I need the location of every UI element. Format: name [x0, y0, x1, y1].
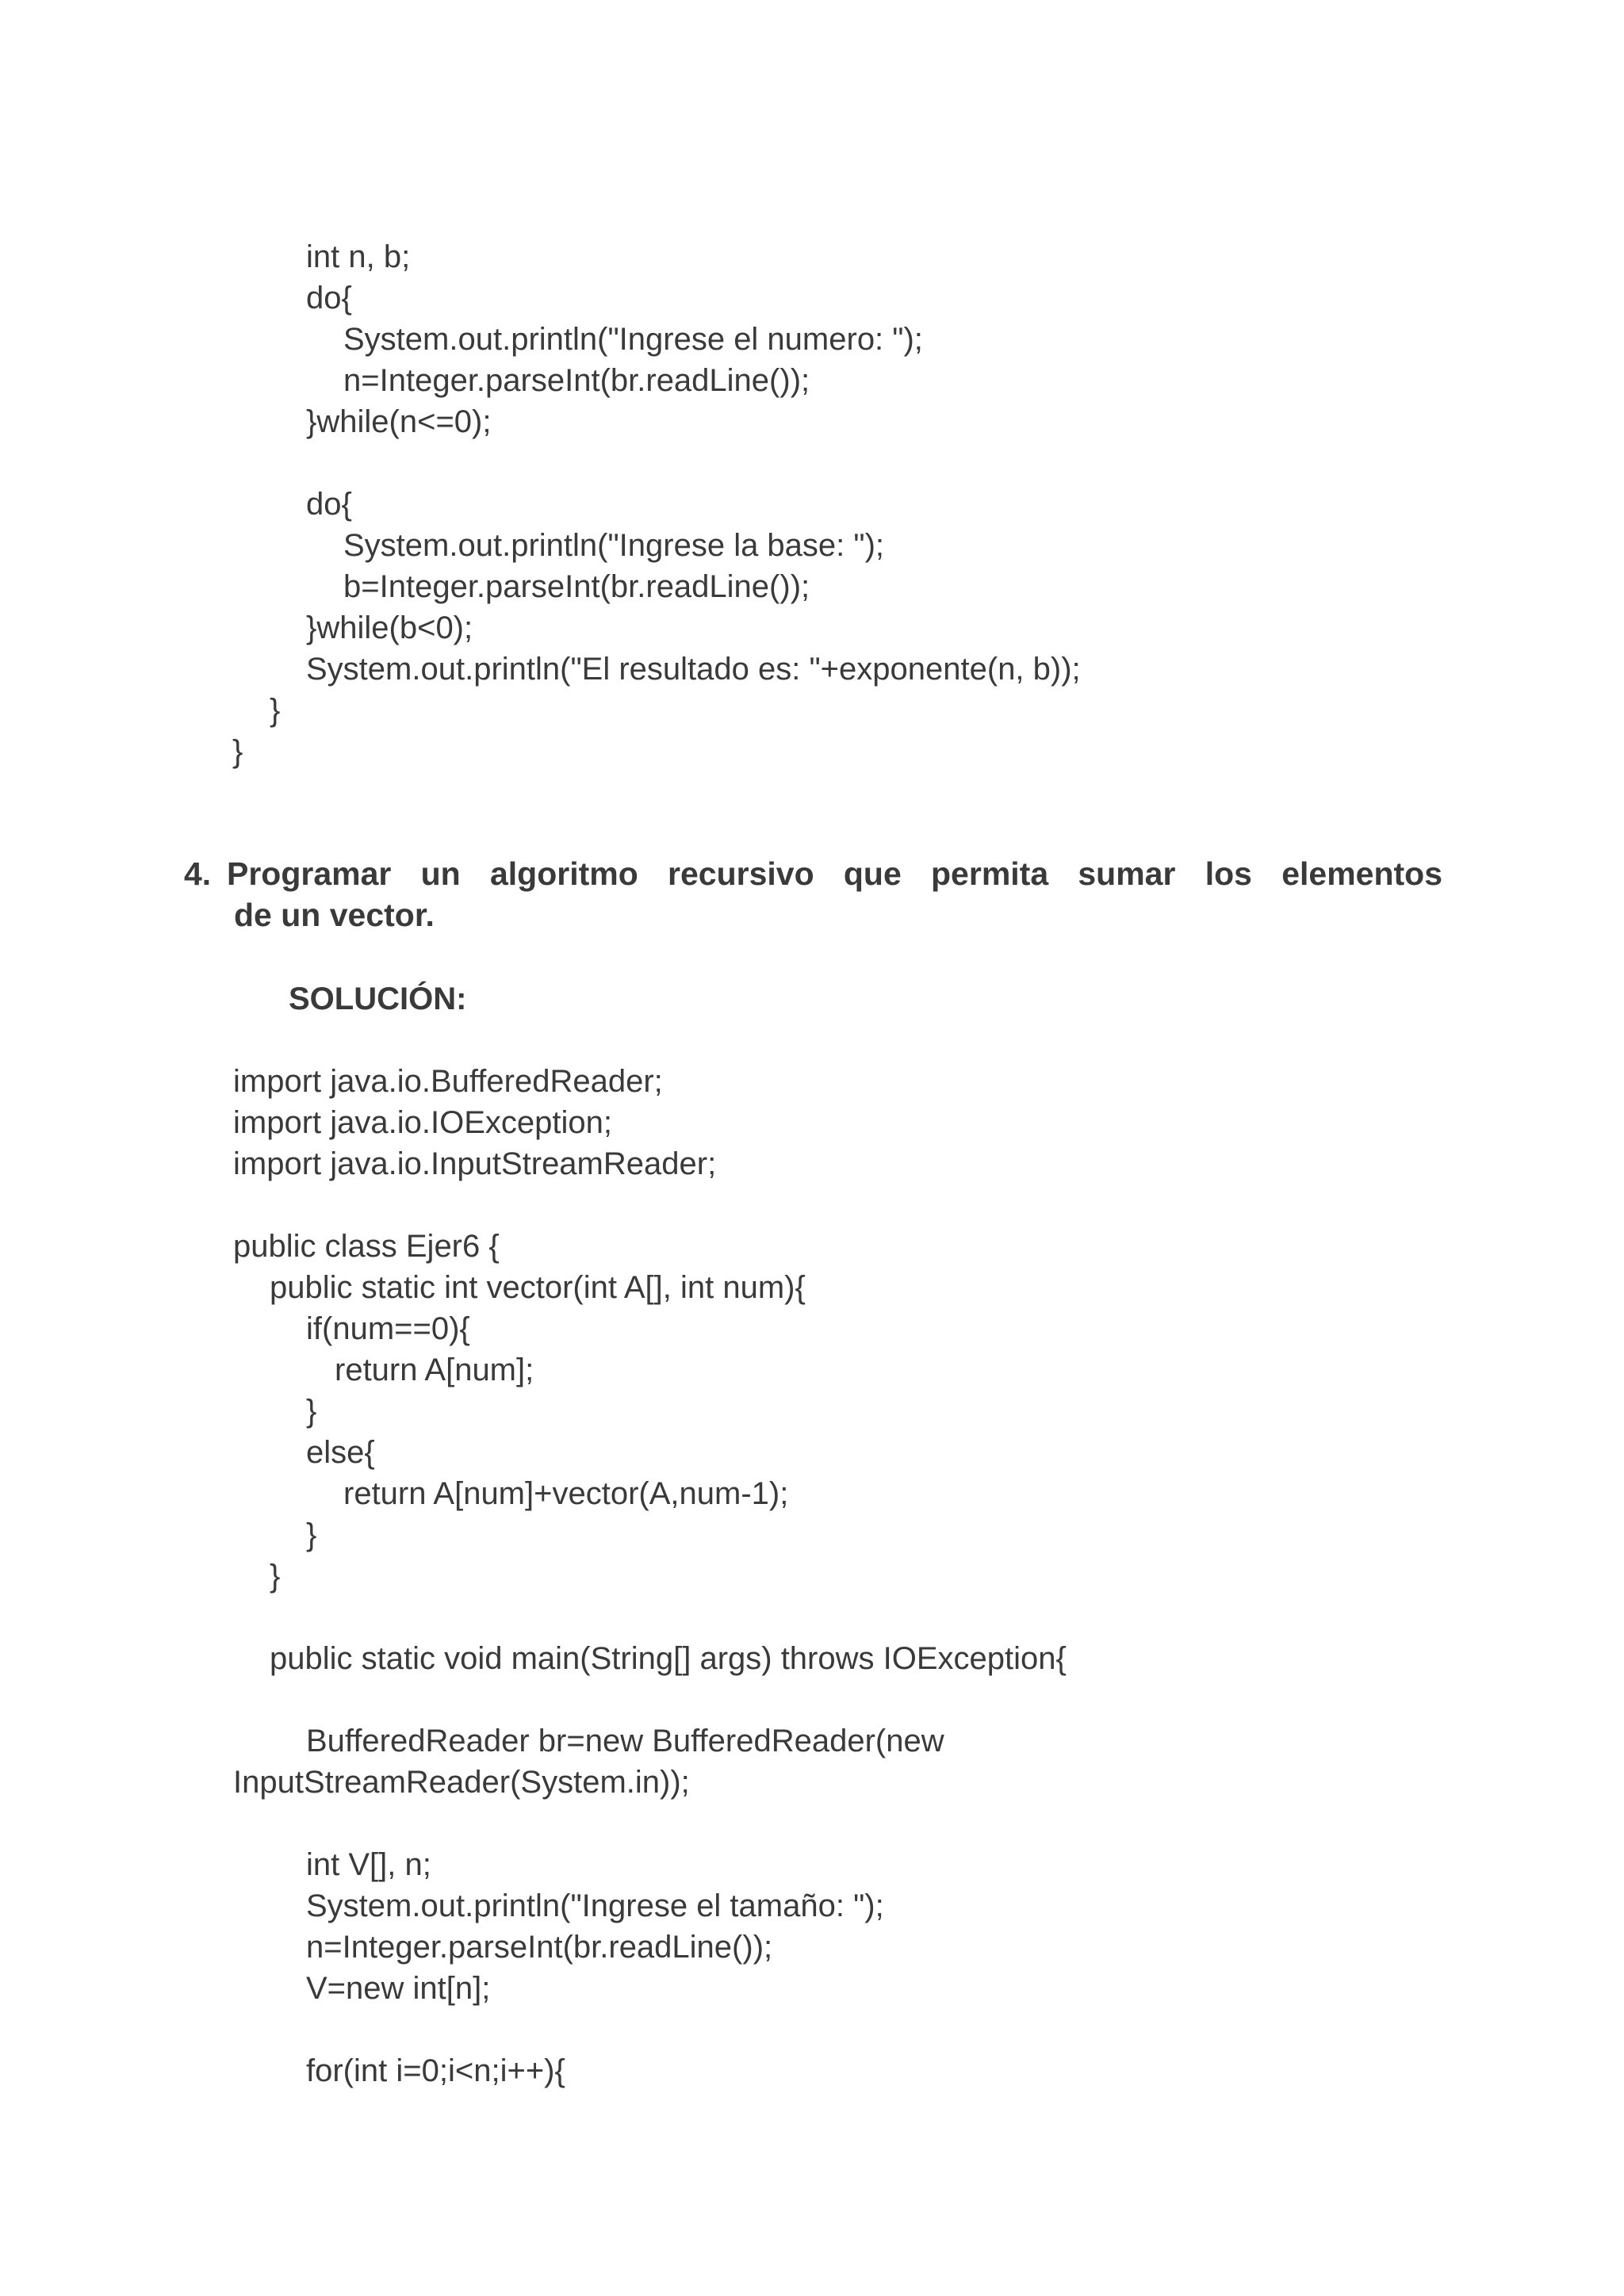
solution-label: SOLUCIÓN: [289, 982, 467, 1016]
code-line: } [232, 734, 243, 769]
code-line: } [270, 693, 281, 728]
code-line: BufferedReader br=new BufferedReader(new [306, 1724, 944, 1758]
code-line: return A[num]; [335, 1353, 534, 1387]
code-line: int V[], n; [306, 1847, 431, 1882]
exercise-title-line1: Programar un algoritmo recursivo que permita sumar los elementos [227, 855, 1442, 892]
code-line: System.out.println("Ingrese el tamaño: "); [306, 1888, 884, 1923]
code-line: System.out.println("Ingrese la base: "); [343, 528, 885, 563]
code-line: public static int vector(int A[], int num){ [270, 1270, 806, 1305]
code-line: if(num==0){ [306, 1311, 470, 1346]
code-line: InputStreamReader(System.in)); [233, 1765, 690, 1800]
code-line: do{ [306, 487, 352, 522]
code-line: n=Integer.parseInt(br.readLine()); [343, 363, 810, 398]
code-line: for(int i=0;i<n;i++){ [306, 2053, 565, 2088]
code-line: import java.io.IOException; [233, 1105, 612, 1140]
code-line: public class Ejer6 { [233, 1229, 500, 1264]
code-line: public static void main(String[] args) throws IOException{ [270, 1641, 1067, 1676]
code-line: System.out.println("El resultado es: "+exponente(n, b)); [306, 652, 1081, 687]
code-line: b=Integer.parseInt(br.readLine()); [343, 569, 810, 604]
code-line: }while(b<0); [306, 610, 473, 645]
code-line: System.out.println("Ingrese el numero: "); [343, 322, 923, 357]
code-line: }while(n<=0); [306, 404, 492, 439]
code-line: do{ [306, 281, 352, 316]
exercise-title-line2: de un vector. [234, 897, 435, 933]
exercise-number: 4. [184, 855, 212, 892]
code-line: import java.io.InputStreamReader; [233, 1146, 717, 1181]
code-line: else{ [306, 1435, 375, 1470]
code-line: } [270, 1559, 281, 1594]
code-line: V=new int[n]; [306, 1971, 491, 2006]
code-line: } [306, 1394, 317, 1429]
code-line: n=Integer.parseInt(br.readLine()); [306, 1930, 773, 1965]
code-line: return A[num]+vector(A,num-1); [343, 1476, 789, 1511]
code-line: int n, b; [306, 239, 411, 274]
code-line: import java.io.BufferedReader; [233, 1064, 663, 1099]
code-line: } [306, 1517, 317, 1552]
